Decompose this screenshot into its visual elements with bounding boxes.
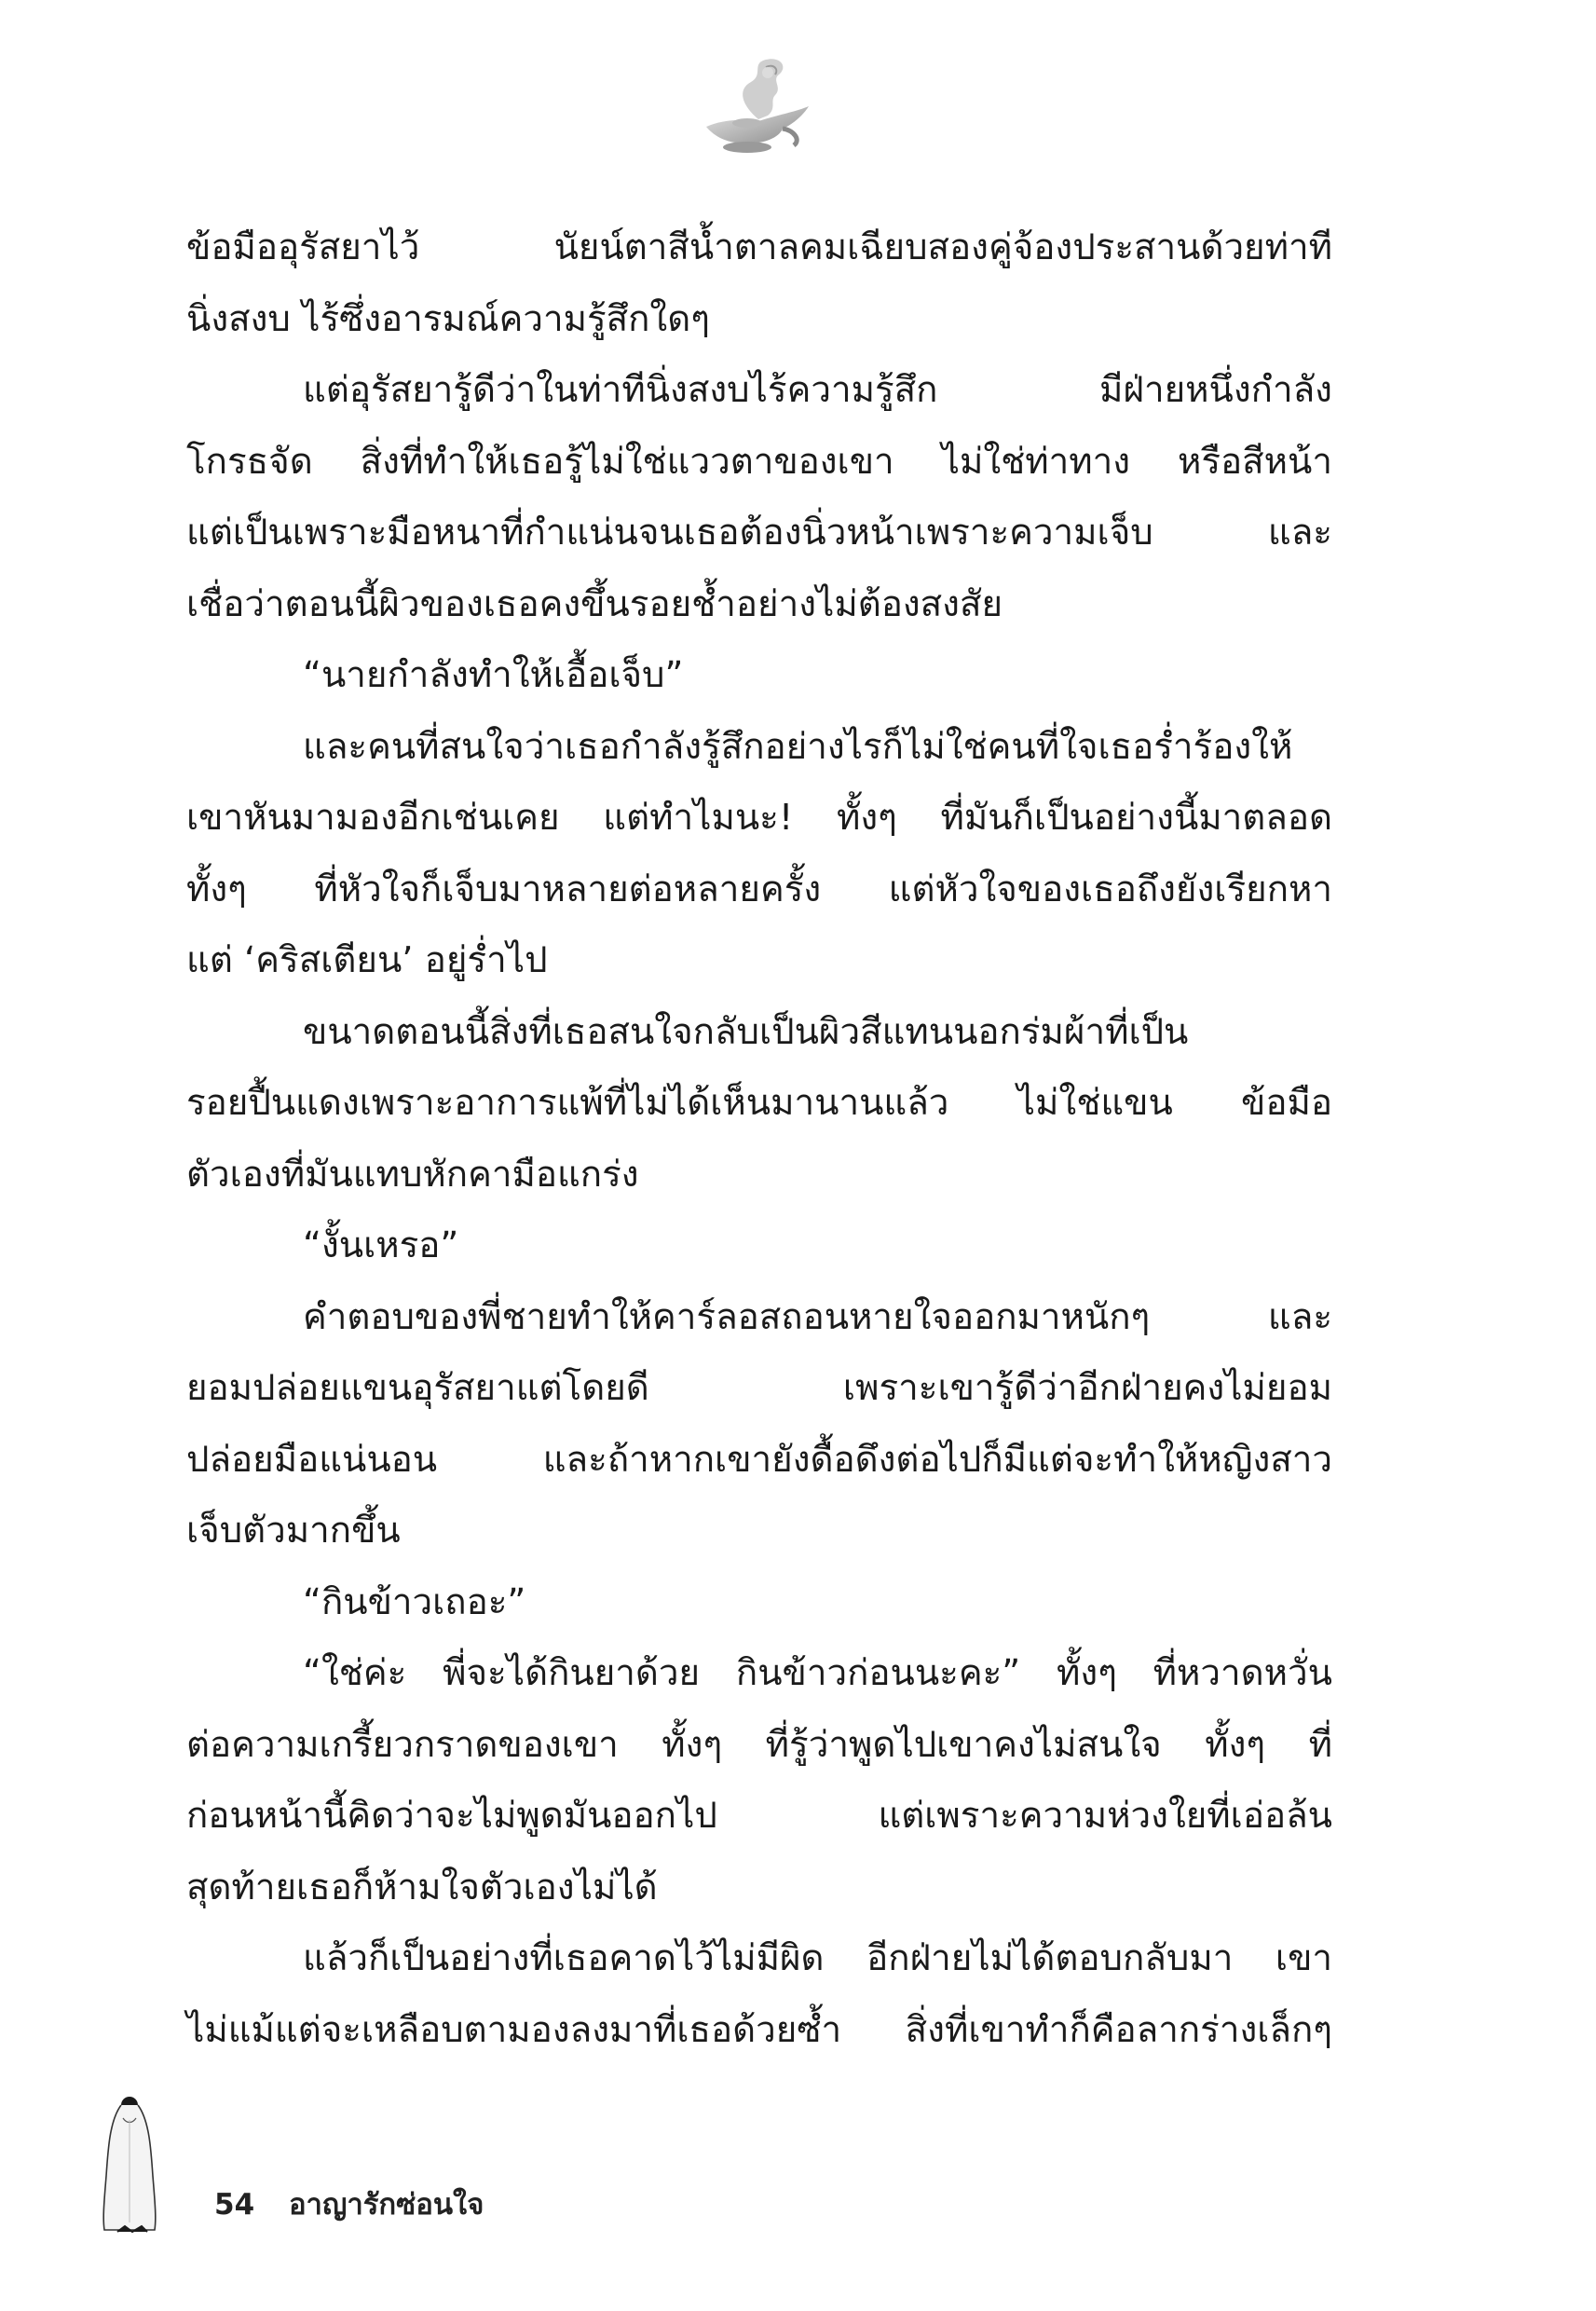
text-line: สุดท้ายเธอก็ห้ามใจตัวเองไม่ได้ xyxy=(186,1866,658,1908)
bride-figure-icon xyxy=(101,2092,158,2239)
text-line: และคนที่สนใจว่าเธอกำลังรู้สึกอย่างไรก็ไม่ใช่คนที่ใจเธอร่ำร้องให้ xyxy=(303,725,1293,768)
genie-lamp-icon xyxy=(686,54,825,158)
text-line: แล้วก็เป็นอย่างที่เธอคาดไว้ไม่มีผิด อีกฝ่ายไม่ได้ตอบกลับมา เขา xyxy=(303,1937,1332,1979)
text-line: เชื่อว่าตอนนี้ผิวของเธอคงขึ้นรอยช้ำอย่างไม่ต้องสงสัย xyxy=(186,582,1003,625)
text-line: รอยปื้นแดงเพราะอาการแพ้ที่ไม่ได้เห็นมานานแล้ว ไม่ใช่แขน ข้อมือ xyxy=(186,1082,1332,1124)
page-footer xyxy=(214,2181,484,2227)
text-line: แต่อุรัสยารู้ดีว่าในท่าทีนิ่งสงบไร้ความรู้สึก มีฝ่ายหนึ่งกำลัง xyxy=(303,369,1332,411)
text-line: “ใช่ค่ะ พี่จะได้กินยาด้วย กินข้าวก่อนนะคะ” ทั้งๆ ที่หวาดหวั่น xyxy=(303,1652,1332,1694)
book-title: อาญารักซ่อนใจ xyxy=(288,2188,484,2222)
text-line: ปล่อยมือแน่นอน และถ้าหากเขายังดื้อดึงต่อไปก็มีแต่จะทำให้หญิงสาว xyxy=(186,1438,1332,1481)
text-line: ก่อนหน้านี้คิดว่าจะไม่พูดมันออกไป แต่เพราะความห่วงใยที่เอ่อล้น xyxy=(186,1795,1332,1837)
text-line: ยอมปล่อยแขนอุรัสยาแต่โดยดี เพราะเขารู้ดีว่าอีกฝ่ายคงไม่ยอม xyxy=(186,1367,1332,1409)
text-line: “นายกำลังทำให้เอื้อเจ็บ” xyxy=(303,654,684,696)
text-line: ไม่แม้แต่จะเหลือบตามองลงมาที่เธอด้วยซ้ำ สิ่งที่เขาทำก็คือลากร่างเล็กๆ xyxy=(186,2008,1332,2051)
text-line: แต่ ‘คริสเตียน’ อยู่ร่ำไป xyxy=(186,939,548,981)
text-line: ข้อมืออุรัสยาไว้ นัยน์ตาสีน้ำตาลคมเฉียบสองคู่จ้องประสานด้วยท่าที xyxy=(186,226,1332,268)
text-line: แต่เป็นเพราะมือหนาที่กำแน่นจนเธอต้องนิ่วหน้าเพราะความเจ็บ และ xyxy=(186,512,1332,554)
text-line: ต่อความเกรี้ยวกราดของเขา ทั้งๆ ที่รู้ว่าพูดไปเขาคงไม่สนใจ ทั้งๆ ที่ xyxy=(186,1723,1332,1766)
text-line: ขนาดตอนนี้สิ่งที่เธอสนใจกลับเป็นผิวสีแทนนอกร่มผ้าที่เป็น xyxy=(303,1010,1189,1053)
body-text xyxy=(186,212,1332,2066)
text-line: คำตอบของพี่ชายทำให้คาร์ลอสถอนหายใจออกมาหนักๆ และ xyxy=(303,1295,1332,1338)
text-line: เจ็บตัวมากขึ้น xyxy=(186,1510,401,1552)
text-line: “กินข้าวเถอะ” xyxy=(303,1580,526,1623)
text-line: นิ่งสงบ ไร้ซึ่งอารมณ์ความรู้สึกใดๆ xyxy=(186,297,710,340)
text-line: โกรธจัด สิ่งที่ทำให้เธอรู้ไม่ใช่แววตาของเขา ไม่ใช่ท่าทาง หรือสีหน้า xyxy=(186,440,1332,483)
text-line: “งั้นเหรอ” xyxy=(303,1224,459,1266)
text-line: ทั้งๆ ที่หัวใจก็เจ็บมาหลายต่อหลายครั้ง แต่หัวใจของเธอถึงยังเรียกหา xyxy=(186,868,1332,910)
text-line: เขาหันมามองอีกเช่นเคย แต่ทำไมนะ! ทั้งๆ ที่มันก็เป็นอย่างนี้มาตลอด xyxy=(186,797,1332,839)
page-number: 54 xyxy=(214,2188,255,2222)
text-line: ตัวเองที่มันแทบหักคามือแกร่ง xyxy=(186,1153,639,1196)
